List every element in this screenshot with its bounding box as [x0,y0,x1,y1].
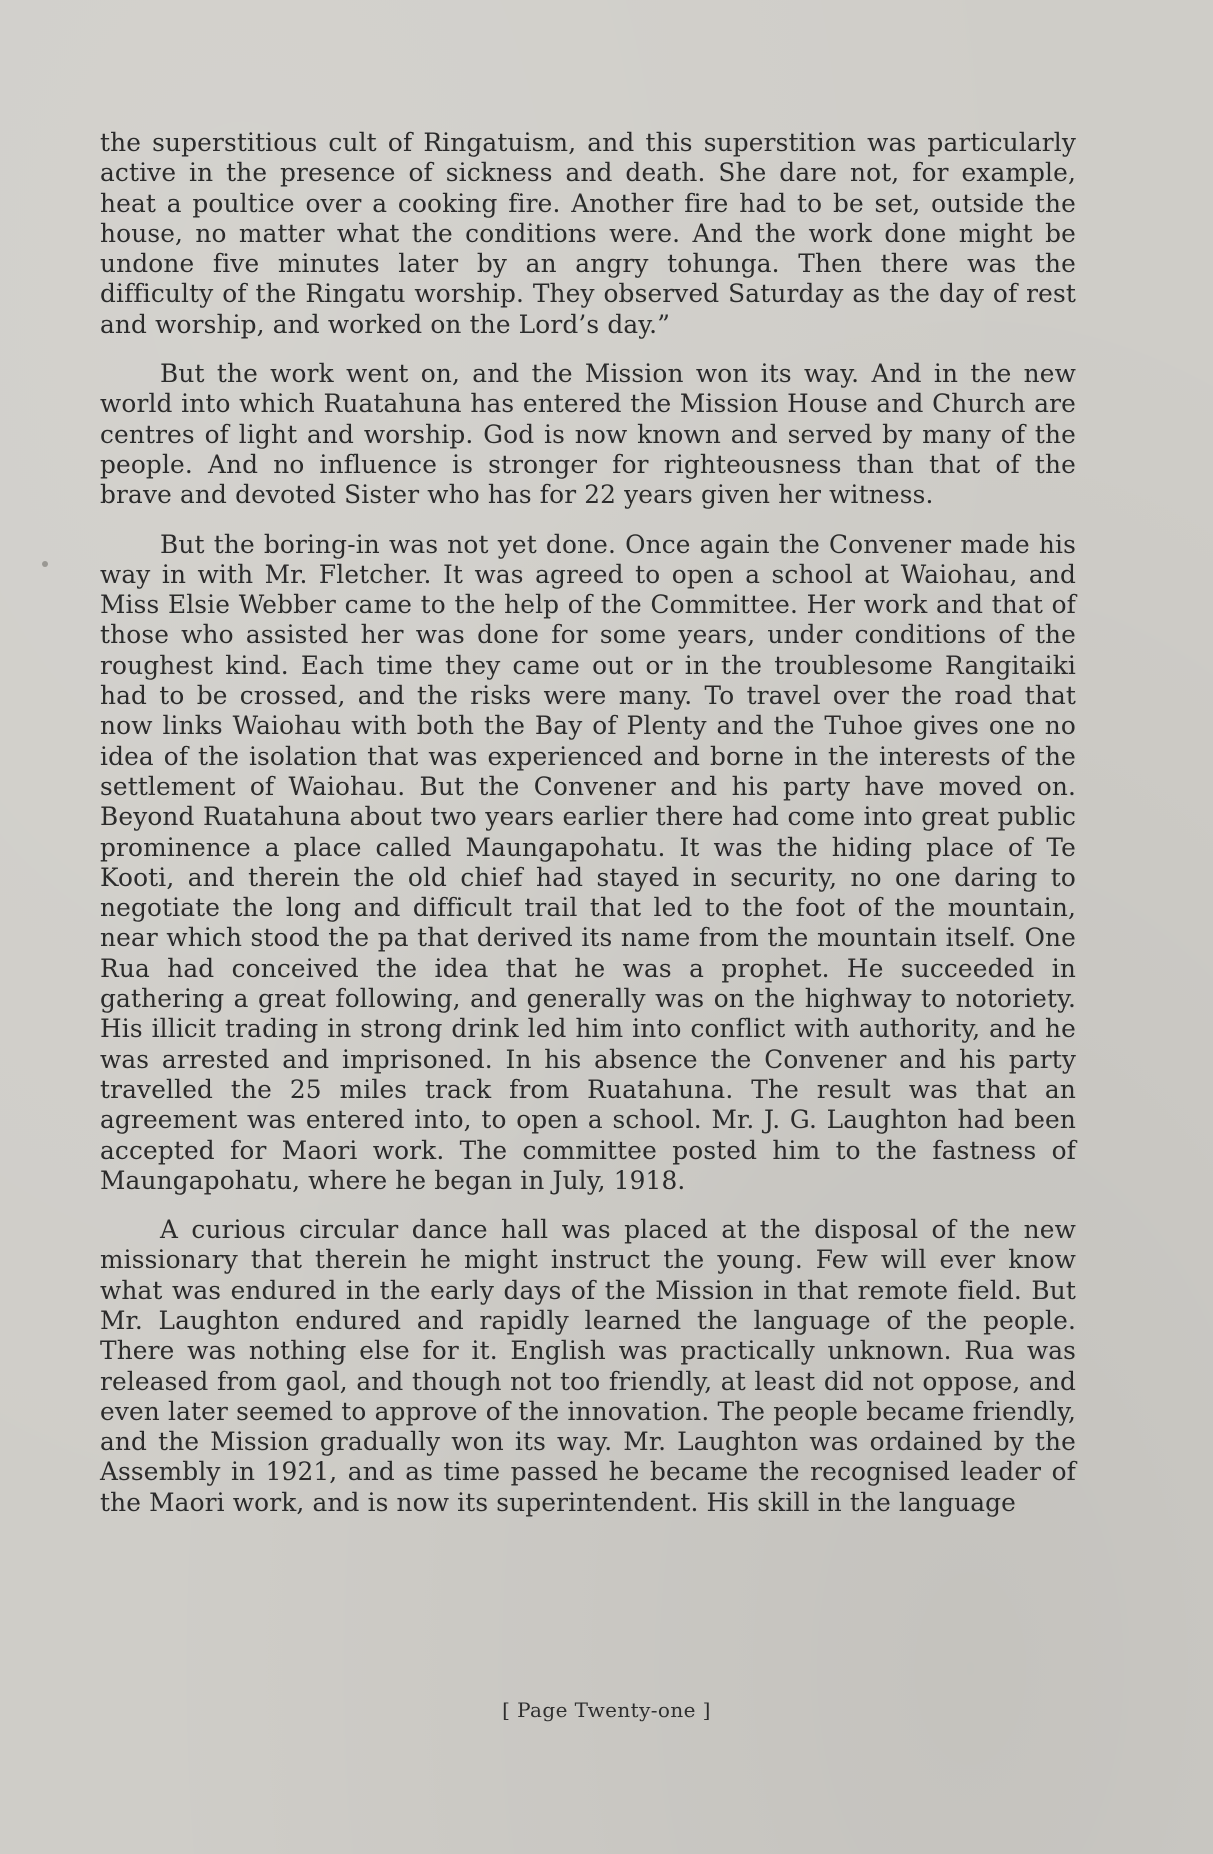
paragraph-continuation: the superstitious cult of Ringatuism, and this superstition was particularly active in the presence of sickness and death. She dare not, for example, heat a poultice over a cooking fire. Another fire had to be set, outside the house, no matter what the conditions were. And the work done might be undone five minutes later by an angry tohunga. Then there was the difficulty of the Ringatu worship. They observed Saturday as the day of rest and worship, and worked on the Lord’s day.” [100,128,1076,339]
paragraph-boring-in: But the boring-in was not yet done. Once again the Convener made his way in with Mr. Fletcher. It was agreed to open a school at Waiohau, and Miss Elsie Webber came to the help of the Committee. Her work and that of those who assisted her was done for some years, under conditions of the roughest kind. Each time they came out or in the troublesome Rangitaiki had to be crossed, and the risks were many. To travel over the road that now links Waiohau with both the Bay of Plenty and the Tuhoe gives one no idea of the isolation that was experienced and borne in the interests of the settlement of Waiohau. But the Convener and his party have moved on. Beyond Ruatahuna about two years earlier there had come into great public prominence a place called Maungapohatu. It was the hiding place of Te Kooti, and therein the old chief had stayed in security, no one daring to negotiate the long and difficult trail that led to the foot of the mountain, near which stood the pa that derived its name from the mountain itself. One Rua had conceived the idea that he was a prophet. He succeeded in gathering a great following, and generally was on the highway to notoriety. His illicit trading in strong drink led him into conflict with authority, and he was arrested and imprisoned. In his absence the Convener and his party travelled the 25 miles track from Ruatahuna. The result was that an agreement was entered into, to open a school. Mr. J. G. Laughton had been accepted for Maori work. The committee posted him to the fastness of Maungapohatu, where he began in July, 1918. [100,529,1076,1195]
paragraph-mission-progress: But the work went on, and the Mission won its way. And in the new world into which Ruatahuna has entered the Mission House and Church are centres of light and worship. God is now known and served by many of the people. And no influence is stronger for righteousness than that of the brave and devoted Sister who has for 22 years given her witness. [100,359,1076,510]
body-text [100,128,1076,1537]
paper-speck [42,561,48,567]
paragraph-dance-hall: A curious circular dance hall was placed at the disposal of the new missionary that therein he might instruct the young. Few will ever know what was endured in the early days of the Mission in that remote field. But Mr. Laughton endured and rapidly learned the language of the people. There was nothing else for it. English was practically unknown. Rua was released from gaol, and though not too friendly, at least did not oppose, and even later seemed to approve of the innovation. The people became friendly, and the Mission gradually won its way. Mr. Laughton was ordained by the Assembly in 1921, and as time passed he became the recognised leader of the Maori work, and is now its superintendent. His skill in the language [100,1215,1076,1517]
page-number: [ Page Twenty-one ] [502,1698,711,1722]
